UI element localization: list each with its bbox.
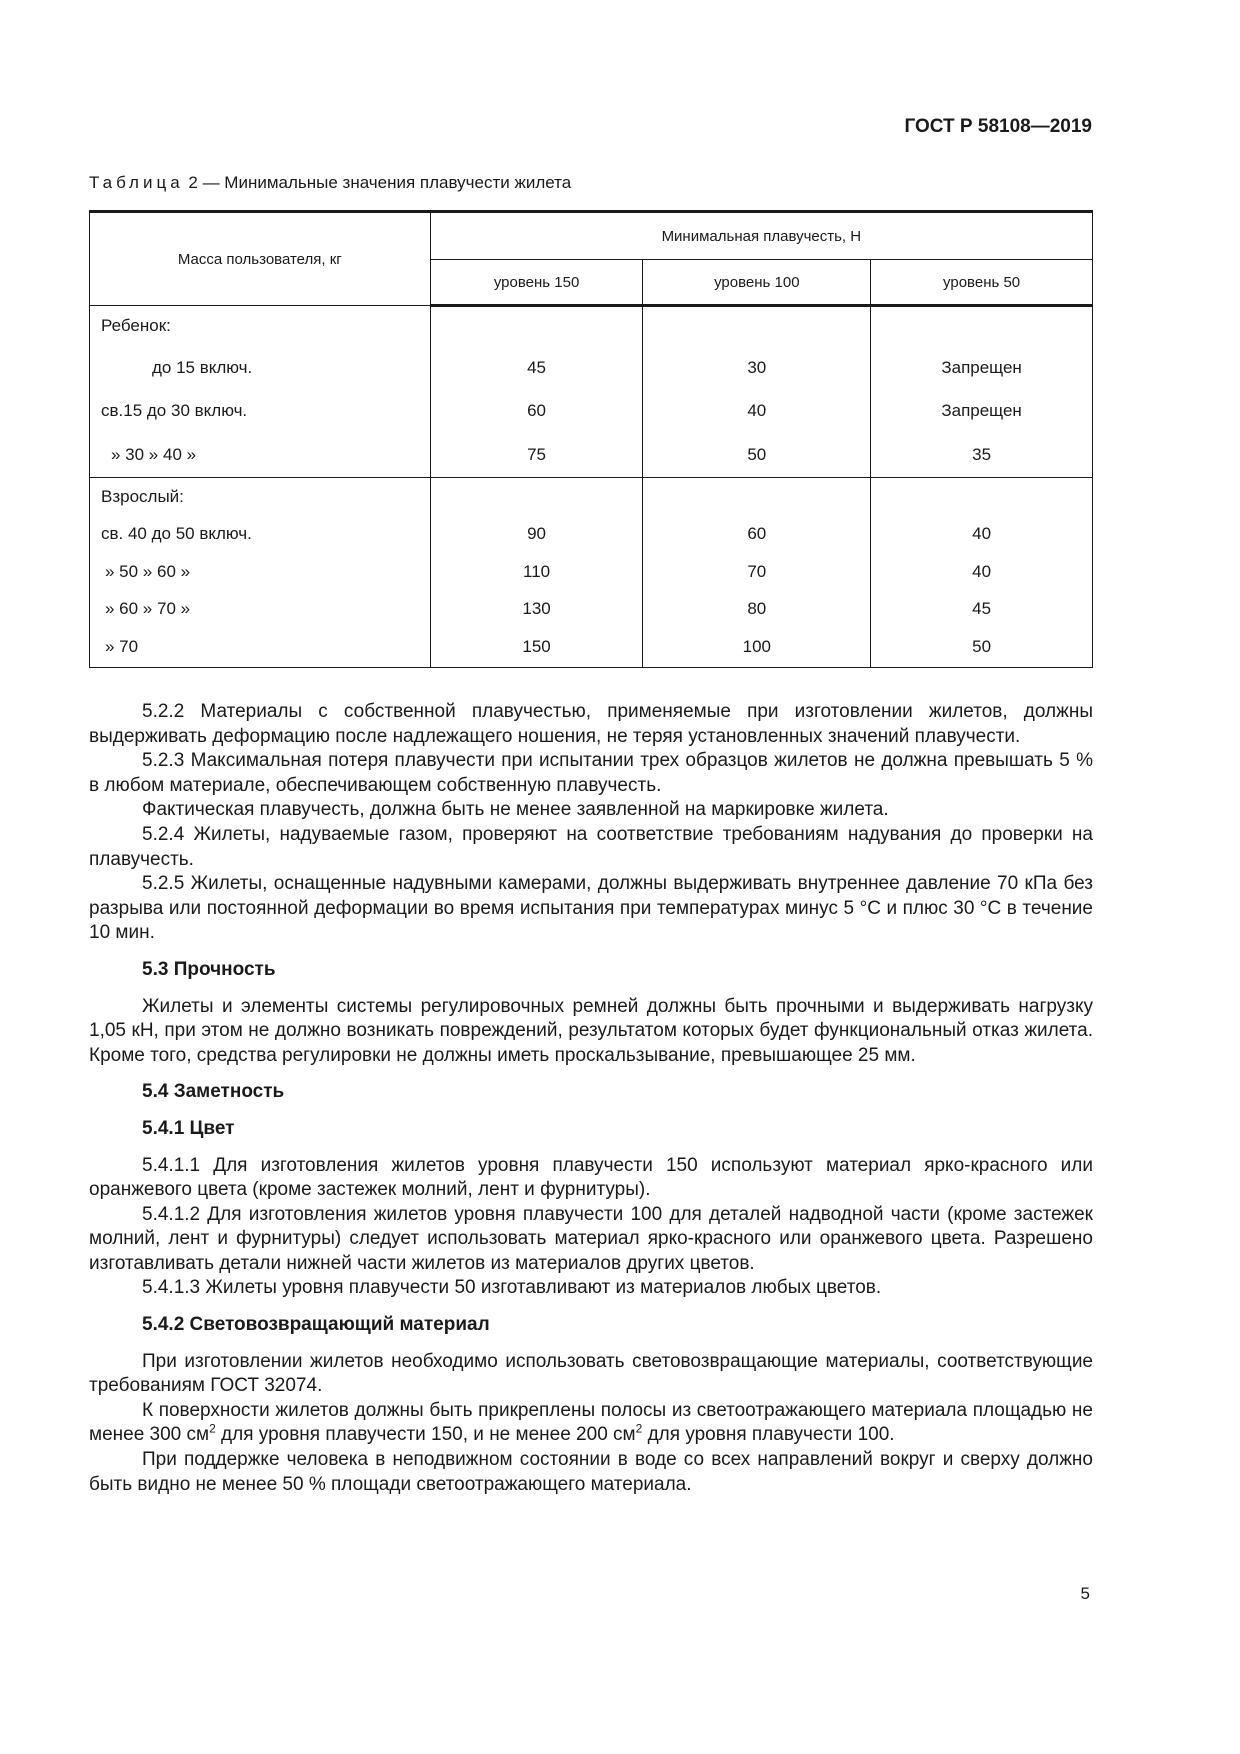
row-label: » 60 » 70 » — [90, 591, 431, 628]
table-caption-title: 2 — Минимальные значения плавучести жилета — [188, 173, 572, 192]
cell-level-100: 30 — [643, 346, 871, 390]
table-row — [90, 591, 1093, 628]
heading-5-4-2: 5.4.2 Световозвращающий материал — [142, 1314, 490, 1336]
row-label: св. 40 до 50 включ. — [90, 516, 431, 553]
paragraph-5-2-2: 5.2.2 Материалы с собственной плавучестью, применяемые при изготовлении жилетов, должны выдерживать деформацию после надлежащего ношения, не теряя установленных значений плавучести. — [89, 701, 1093, 747]
table-group-child — [90, 306, 1093, 478]
cell-level-100: 60 — [643, 516, 871, 553]
group-title: Ребенок: — [90, 306, 431, 346]
paragraph-actual-buoyancy: Фактическая плавучесть, должна быть не менее заявленной на маркировке жилета. — [142, 799, 889, 821]
paragraph-5-4-2-c: При поддержке человека в неподвижном состоянии в воде со всех направлений вокруг и сверху должно быть видно не менее 50 % площади светоотражающего материала. — [89, 1449, 1093, 1495]
column-header-level-50: уровень 50 — [871, 260, 1093, 306]
table-caption-prefix: Таблица — [89, 173, 184, 192]
cell-level-50: 40 — [871, 516, 1093, 553]
cell-level-50: 40 — [871, 553, 1093, 591]
heading-5-4-1: 5.4.1 Цвет — [142, 1117, 235, 1139]
buoyancy-table — [89, 210, 1093, 668]
column-header-buoyancy: Минимальная плавучесть, Н — [430, 212, 1092, 260]
column-header-level-100: уровень 100 — [643, 260, 871, 306]
cell-level-100: 50 — [643, 433, 871, 478]
table-caption — [89, 173, 571, 193]
superscript-2: 2 — [635, 1422, 643, 1437]
cell-level-50: 35 — [871, 433, 1093, 478]
heading-5-3: 5.3 Прочность — [142, 958, 276, 980]
cell-level-150: 110 — [430, 553, 643, 591]
table-row — [90, 390, 1093, 433]
column-header-mass: Масса пользователя, кг — [90, 212, 431, 306]
cell-level-100: 70 — [643, 553, 871, 591]
row-label: » 70 — [90, 628, 431, 668]
paragraph-5-4-2-b-part2: для уровня плавучести 150, и не менее 200 см — [215, 1424, 636, 1446]
table-row — [90, 433, 1093, 478]
document-id: ГОСТ Р 58108—2019 — [904, 116, 1092, 137]
table-group-adult — [90, 478, 1093, 668]
paragraph-5-3: Жилеты и элементы системы регулировочных ремней должны быть прочными и выдерживать нагрузку 1,05 кН, при этом не должно возникать повреждений, результатом которых будет функциональный отказ жилета. Кроме того, средства регулировки не должны иметь проскальзывание, превышающее 25 мм. — [89, 995, 1093, 1066]
row-label: до 15 включ. — [90, 346, 431, 390]
cell-level-150: 45 — [430, 346, 643, 390]
cell-level-150: 130 — [430, 591, 643, 628]
cell-level-150: 90 — [430, 516, 643, 553]
paragraph-5-2-4: 5.2.4 Жилеты, надуваемые газом, проверяют на соответствие требованиям надувания до проверки на плавучесть. — [89, 823, 1093, 870]
paragraph-5-4-2-b-part3: для уровня плавучести 100. — [642, 1424, 895, 1446]
paragraph-5-2-5: 5.2.5 Жилеты, оснащенные надувными камерами, должны выдерживать внутреннее давление 70 кПа без разрыва или постоянной деформации во время испытания при температурах минус 5 °С и плюс 30 °С в течение 10 мин. — [89, 873, 1093, 944]
row-label: св.15 до 30 включ. — [90, 390, 431, 433]
table-row — [90, 516, 1093, 553]
paragraph-5-4-1-3: 5.4.1.3 Жилеты уровня плавучести 50 изготавливают из материалов любых цветов. — [142, 1277, 882, 1299]
paragraph-5-4-2-b — [89, 1399, 1093, 1448]
document-body — [89, 700, 1093, 1497]
row-label: » 30 » 40 » — [90, 433, 431, 478]
row-label: » 50 » 60 » — [90, 553, 431, 591]
table-row — [90, 553, 1093, 591]
paragraph-5-4-1-2: 5.4.1.2 Для изготовления жилетов уровня плавучести 100 для деталей надводной части (кроме застежек молний, лент и фурнитуры) следует использовать материал ярко-красного или оранжевого цвета. Разрешено изготавливать детали нижней части жилетов из материалов других цветов. — [89, 1203, 1093, 1274]
cell-level-150: 150 — [430, 628, 643, 668]
cell-level-150: 75 — [430, 433, 643, 478]
column-header-level-150: уровень 150 — [430, 260, 643, 306]
table-row — [90, 628, 1093, 668]
superscript-2: 2 — [209, 1422, 216, 1437]
paragraph-5-2-3: 5.2.3 Максимальная потеря плавучести при испытании трех образцов жилетов не должна превышать 5 % в любом материале, обеспечивающем собственную плавучесть. — [89, 750, 1093, 796]
group-title: Взрослый: — [90, 478, 431, 516]
cell-level-50: 50 — [871, 628, 1093, 668]
cell-level-100: 80 — [643, 591, 871, 628]
cell-level-50: Запрещен — [871, 390, 1093, 433]
cell-level-100: 40 — [643, 390, 871, 433]
cell-level-150: 60 — [430, 390, 643, 433]
heading-5-4: 5.4 Заметность — [142, 1081, 285, 1103]
table-row — [90, 346, 1093, 390]
paragraph-5-4-2-a: При изготовлении жилетов необходимо использовать световозвращающие материалы, соответствующие требованиям ГОСТ 32074. — [89, 1350, 1093, 1397]
cell-level-50: Запрещен — [871, 346, 1093, 390]
page-number: 5 — [1080, 1584, 1090, 1603]
cell-level-50: 45 — [871, 591, 1093, 628]
paragraph-5-4-2-b-part1: К поверхности жилетов должны быть прикреплены полосы из светоотражающего материала площадью не менее 300 см — [89, 1399, 1093, 1446]
cell-level-100: 100 — [643, 628, 871, 668]
paragraph-5-4-1-1: 5.4.1.1 Для изготовления жилетов уровня плавучести 150 используют материал ярко-красного или оранжевого цвета (кроме застежек молний, лент и фурнитуры). — [89, 1154, 1093, 1201]
